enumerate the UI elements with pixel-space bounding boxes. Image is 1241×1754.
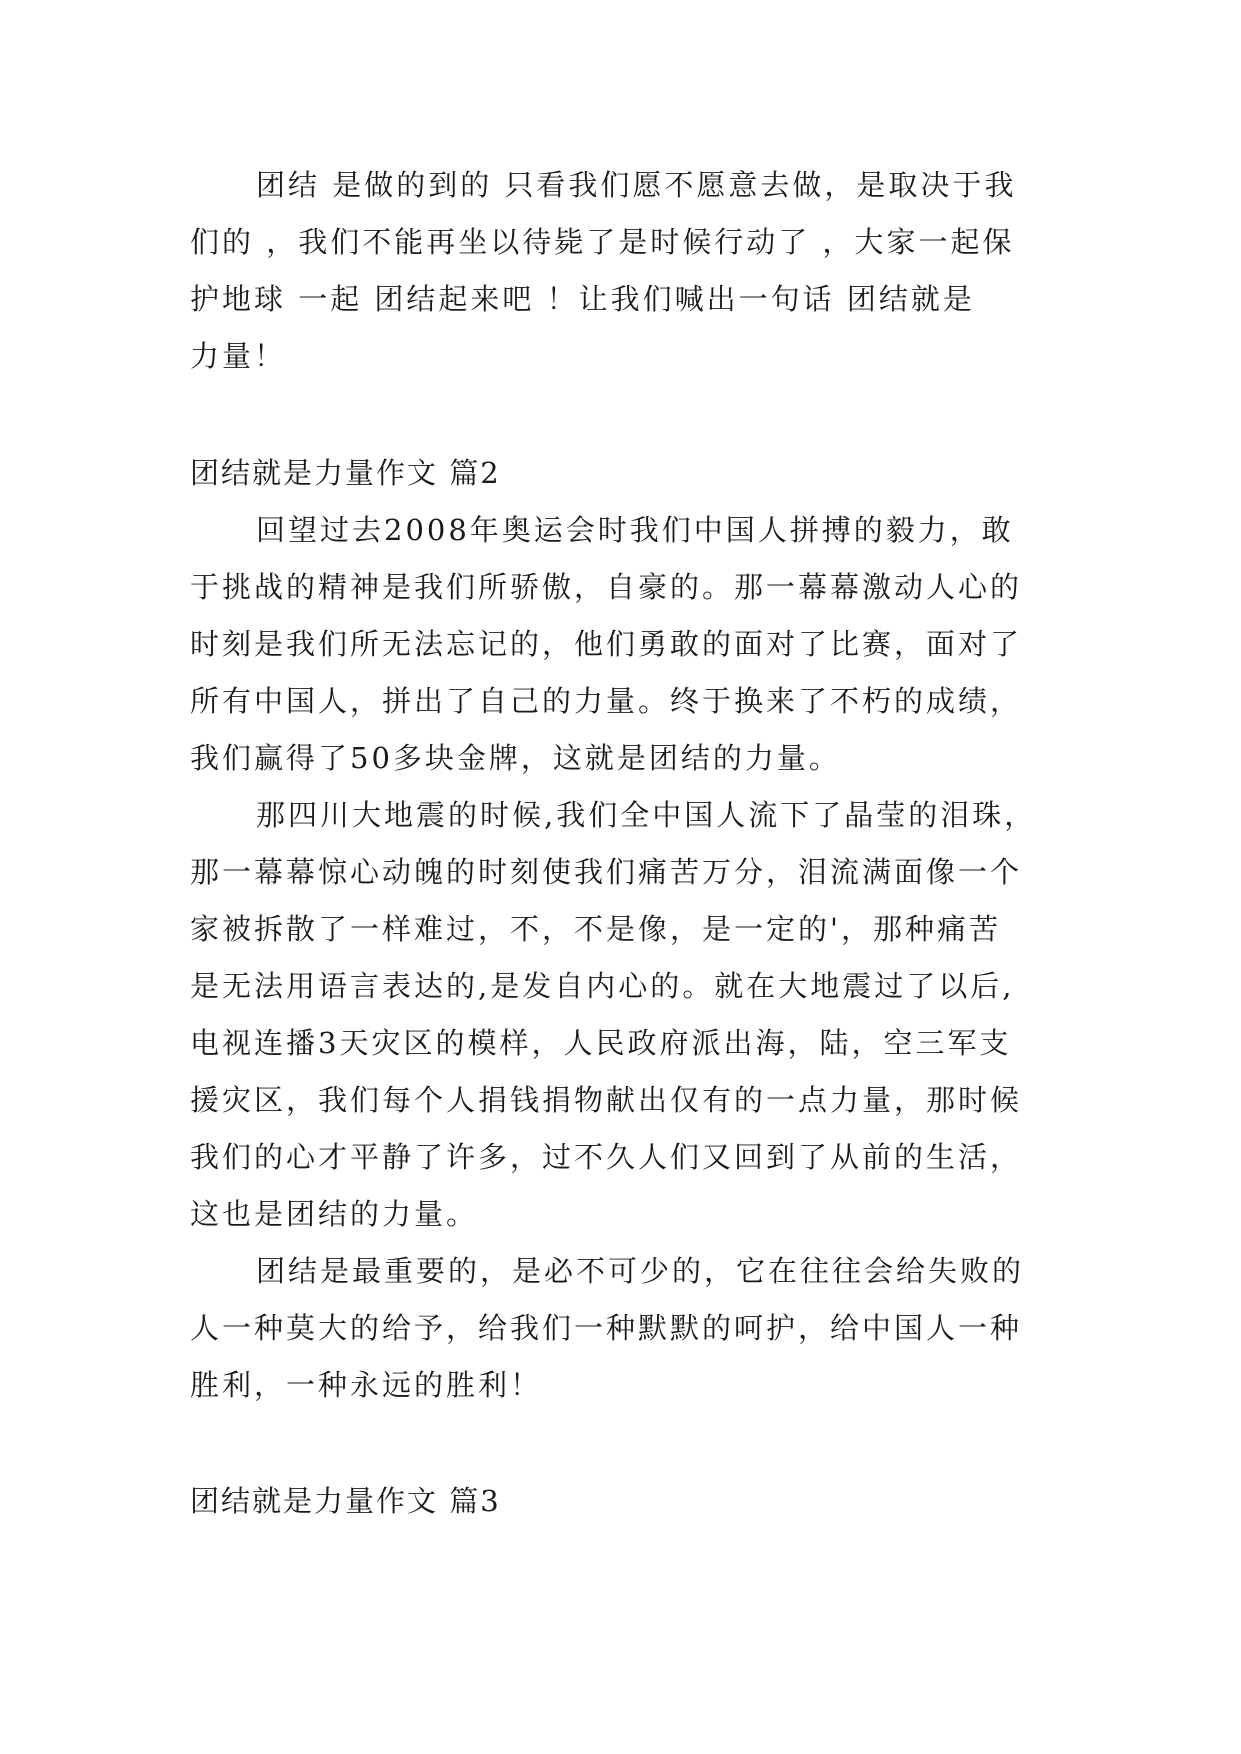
paragraph-line: 那一幕幕惊心动魄的时刻使我们痛苦万分，泪流满面像一个 xyxy=(190,855,1023,889)
paragraph-line: 这也是团结的力量。 xyxy=(190,1197,479,1231)
paragraph-line: 力量！ xyxy=(190,339,287,373)
paragraph-line: 所有中国人，拼出了自己的力量。终于换来了不朽的成绩， xyxy=(190,684,1023,718)
section-heading: 团结就是力量作文 篇2 xyxy=(190,456,501,490)
paragraph-line: 我们的心才平静了许多，过不久人们又回到了从前的生活， xyxy=(190,1140,1023,1174)
paragraph-line: 我们赢得了50多块金牌，这就是团结的力量。 xyxy=(190,741,841,775)
paragraph-line: 援灾区，我们每个人捐钱捐物献出仅有的一点力量，那时候 xyxy=(190,1083,1023,1117)
paragraph-line: 护地球 一起 团结起来吧 ！让我们喊出一句话 团结就是 xyxy=(190,282,975,316)
paragraph-line: 团结 是做的到的 只看我们愿不愿意去做，是取决于我 xyxy=(256,168,1017,202)
paragraph-line: 团结是最重要的，是必不可少的，它在往往会给失败的 xyxy=(256,1254,1025,1288)
paragraph-line: 家被拆散了一样难过，不，不是像，是一定的'，那种痛苦 xyxy=(190,912,1001,946)
paragraph-line: 时刻是我们所无法忘记的，他们勇敢的面对了比赛，面对了 xyxy=(190,627,1023,661)
paragraph-line: 们的 ，我们不能再坐以待毙了是时候行动了 ，大家一起保 xyxy=(190,225,1015,259)
paragraph-line: 是无法用语言表达的,是发自内心的。就在大地震过了以后, xyxy=(190,969,1015,1003)
paragraph-line: 人一种莫大的给予，给我们一种默默的呵护，给中国人一种 xyxy=(190,1311,1023,1345)
paragraph-line: 回望过去2008年奥运会时我们中国人拼搏的毅力，敢 xyxy=(256,513,1014,547)
paragraph-line: 电视连播3天灾区的模样，人民政府派出海，陆，空三军支 xyxy=(190,1026,1012,1060)
paragraph-line: 于挑战的精神是我们所骄傲，自豪的。那一幕幕激动人心的 xyxy=(190,570,1023,604)
paragraph-line: 胜利，一种永远的胜利！ xyxy=(190,1368,543,1402)
section-heading: 团结就是力量作文 篇3 xyxy=(190,1484,501,1518)
paragraph-line: 那四川大地震的时候,我们全中国人流下了晶莹的泪珠， xyxy=(256,798,1037,832)
